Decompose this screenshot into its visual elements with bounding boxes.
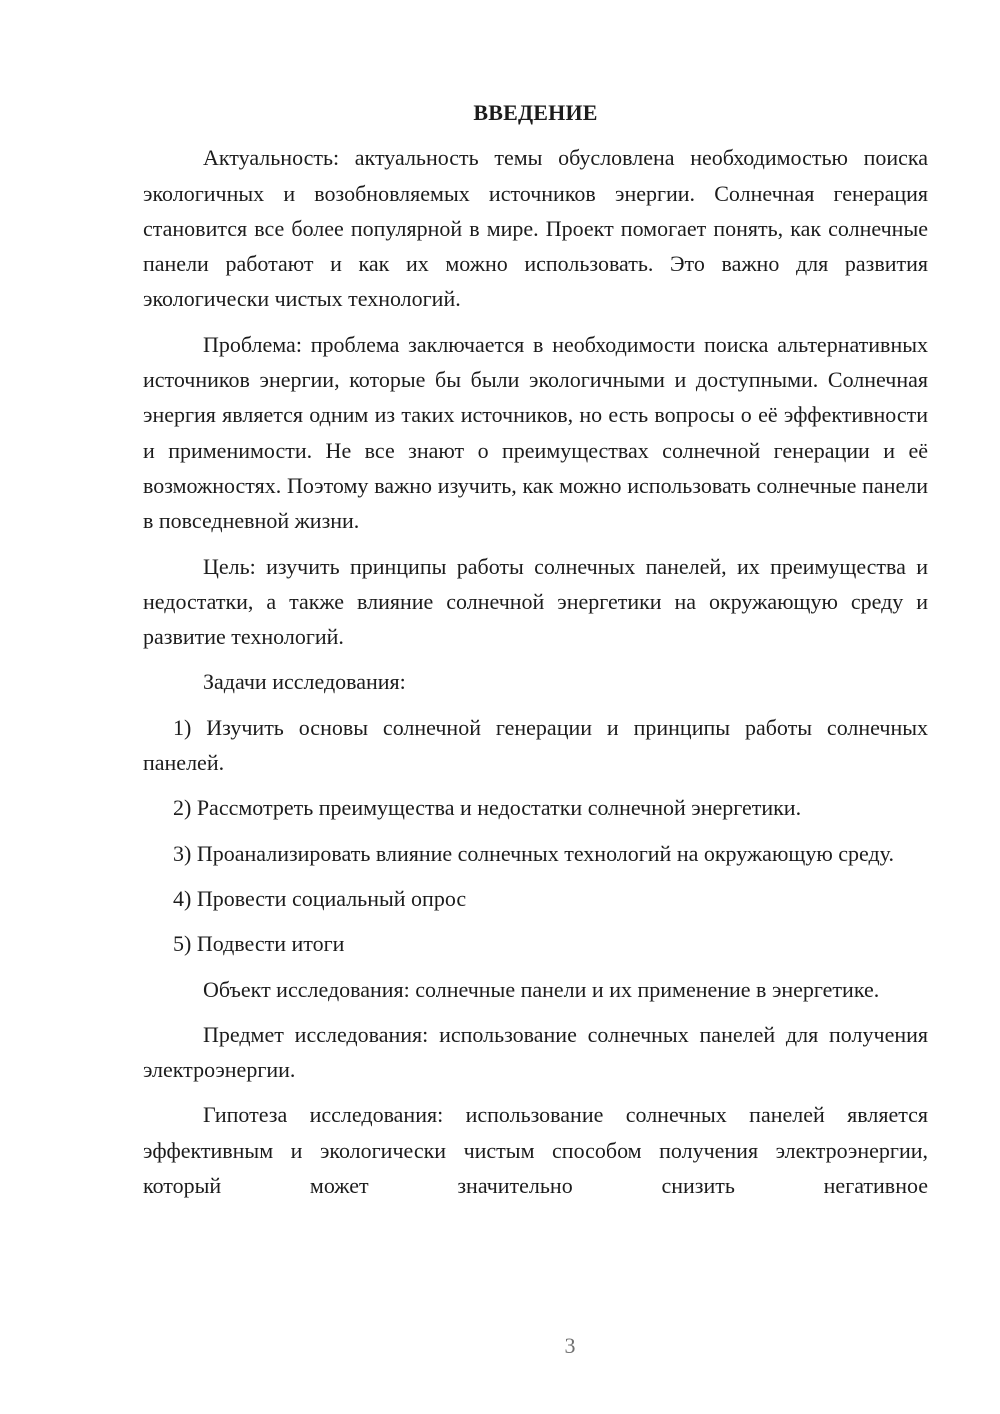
relevance-paragraph: Актуальность: актуальность темы обусловлена необходимостью поиска экологичных и возобновляемых источников энергии. Солнечная генерация становится все более популярной в мире. Проект помогает понять, как солнечные панели работают и как их можно использовать. Это важно для развития экологически чистых технологий. — [143, 145, 928, 312]
document-page — [143, 95, 928, 1203]
goal-paragraph: Цель: изучить принципы работы солнечных панелей, их преимущества и недостатки, а также влияние солнечной энергетики на окружающую среду и развитие технологий. — [143, 553, 928, 650]
task-item: 1) Изучить основы солнечной генерации и принципы работы солнечных панелей. — [143, 714, 928, 776]
object-paragraph: Объект исследования: солнечные панели и их применение в энергетике. — [203, 976, 880, 1002]
page-number: 3 — [564, 1333, 576, 1358]
tasks-title: Задачи исследования: — [203, 669, 406, 695]
task-item: 2) Рассмотреть преимущества и недостатки солнечной энергетики. — [173, 795, 802, 821]
task-item: 3) Проанализировать влияние солнечных технологий на окружающую среду. — [173, 840, 894, 866]
task-item: 4) Провести социальный опрос — [173, 885, 467, 911]
subject-paragraph: Предмет исследования: использование солнечных панелей для получения электроэнергии. — [143, 1021, 928, 1083]
task-item: 5) Подвести итоги — [173, 931, 345, 957]
hypothesis-paragraph: Гипотеза исследования: использование солнечных панелей является эффективным и экологически чистым способом получения электроэнергии, который может значительно снизить негативное — [143, 1102, 928, 1199]
problem-paragraph: Проблема: проблема заключается в необходимости поиска альтернативных источников энергии, которые бы были экологичными и доступными. Солнечная энергия является одним из таких источников, но есть вопросы о её эффективности и применимости. Не все знают о преимуществах солнечной генерации и её возможностях. Поэтому важно изучить, как можно использовать солнечные панели в повседневной жизни. — [143, 331, 928, 534]
tasks-list — [143, 710, 928, 962]
section-heading: ВВЕДЕНИЕ — [473, 100, 598, 125]
